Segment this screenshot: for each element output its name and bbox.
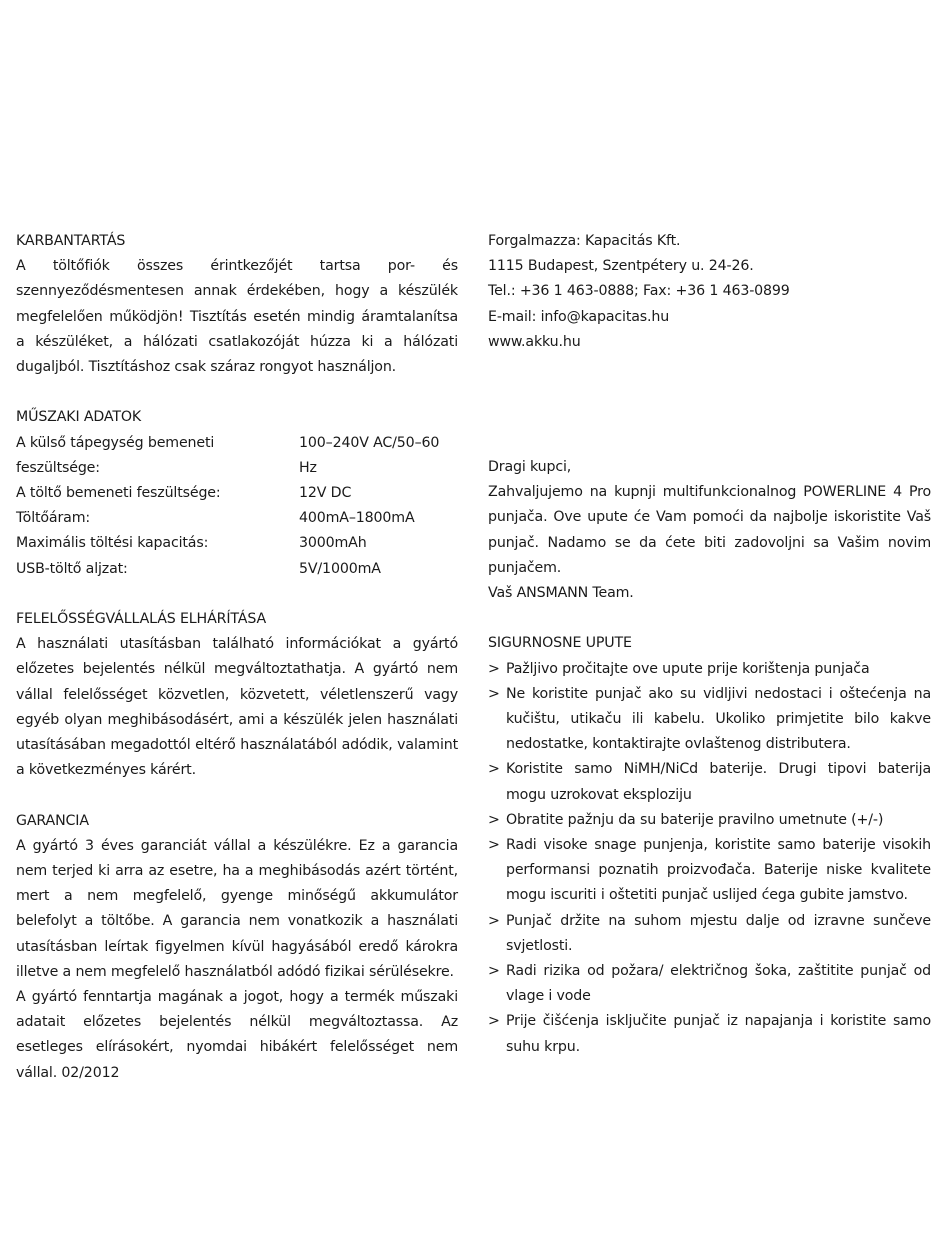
spec-label: Maximális töltési kapacitás:: [16, 535, 209, 552]
safety-item: [488, 757, 931, 807]
contact-email: E-mail: info@kapacitas.hu: [488, 308, 670, 325]
disclaimer-section: [16, 607, 458, 783]
spec-row: [16, 431, 458, 481]
contact-phone: Tel.: +36 1 463-0888; Fax: +36 1 463-0899: [488, 283, 790, 300]
safety-item-text: Radi rizika od požara/ električnog šoka, zaštitite punjač od vlage i vode: [506, 963, 931, 1005]
safety-item-text: Obratite pažnju da su baterije pravilno umetnute (+/-): [506, 811, 884, 828]
spec-label: Töltőáram:: [16, 510, 90, 527]
specs-table: [16, 431, 458, 582]
spec-label: A külső tápegység bemeneti feszültsége:: [16, 434, 215, 476]
spec-value: 400mA–1800mA: [299, 510, 415, 527]
bullet-marker: >: [488, 685, 500, 702]
right-column: [488, 229, 931, 1060]
spec-label: A töltő bemeneti feszültsége:: [16, 485, 221, 502]
safety-item: [488, 1009, 931, 1059]
safety-heading: SIGURNOSNE UPUTE: [488, 635, 632, 652]
safety-item: [488, 682, 931, 758]
spec-label: USB-töltő aljzat:: [16, 560, 128, 577]
safety-item: [488, 657, 931, 682]
bullet-marker: >: [488, 963, 500, 980]
spec-row: [16, 506, 458, 531]
bullet-marker: >: [488, 811, 500, 828]
bullet-marker: >: [488, 660, 500, 677]
bullet-marker: >: [488, 912, 500, 929]
spec-value: 12V DC: [299, 485, 352, 502]
safety-item: [488, 909, 931, 959]
maintenance-heading: KARBANTARTÁS: [16, 233, 126, 249]
specs-section: [16, 405, 458, 581]
maintenance-text: A töltőfiók összes érintkezőjét tartsa por- és szennyeződésmentesen annak érdekében, hogy a készülék megfelelően működjön! Tisztítás esetén mindig áramtalanítsa a készüléket, a hálózati csatlakozóját húzza ki a hálózati dugaljból. Tisztításhoz csak száraz rongyot használjon.: [16, 258, 458, 376]
safety-item-text: Prije čišćenja isključite punjač iz napajanja i koristite samo suhu krpu.: [506, 1013, 931, 1055]
safety-item: [488, 833, 931, 909]
spec-value: 3000mAh: [299, 535, 367, 552]
safety-list: [488, 657, 931, 1060]
safety-item-text: Punjač držite na suhom mjestu dalje od izravne sunčeve svjetlosti.: [506, 912, 931, 954]
contact-website: www.akku.hu: [488, 333, 581, 350]
safety-item: [488, 959, 931, 1009]
warranty-heading: GARANCIA: [16, 812, 89, 829]
maintenance-section: [16, 229, 458, 380]
contact-distributor: Forgalmazza: Kapacitás Kft.: [488, 233, 681, 249]
safety-section: [488, 631, 931, 1059]
warranty-text: A gyártó 3 éves garanciát vállal a készülékre. Ez a garancia nem terjed ki arra az esetre, ha a meghibásodás azért történt, mert a nem megfelelő, gyenge minőségű akkumulátor belefolyt a töltőbe. A garancia nem vonatkozik a használati utasításban leírtak figyelmen kívül hagyásából eredő károkra illetve a nem megfelelő használatból adódó fizikai sérülésekre.: [16, 837, 458, 980]
disclaimer-heading: FELELŐSSÉGVÁLLALÁS ELHÁRÍTÁSA: [16, 611, 267, 628]
spec-row: [16, 481, 458, 506]
safety-item-text: Koristite samo NiMH/NiCd baterije. Drugi tipovi baterija mogu uzrokovat eksploziju: [506, 761, 931, 803]
spec-row: [16, 557, 458, 582]
safety-item-text: Ne koristite punjač ako su vidljivi nedostaci i oštećenja na kučištu, utikaču ili kabelu. Ukoliko primjetite bilo kakve nedostatke, kontaktirajte ovlaštenog distributera.: [506, 685, 931, 753]
bullet-marker: >: [488, 1013, 500, 1030]
greeting-section: [488, 455, 931, 606]
specs-heading: MŰSZAKI ADATOK: [16, 409, 142, 426]
safety-item: [488, 808, 931, 833]
bullet-marker: >: [488, 837, 500, 854]
warranty-section: [16, 809, 458, 1086]
spec-row: [16, 531, 458, 556]
contact-address: 1115 Budapest, Szentpétery u. 24-26.: [488, 258, 754, 275]
contact-block: [488, 229, 931, 355]
spec-value: 100–240V AC/50–60 Hz: [299, 434, 440, 476]
disclaimer-text: A használati utasításban található információkat a gyártó előzetes bejelentés nélkül megváltoztathatja. A gyártó nem vállal felelősséget közvetlen, közvetett, véletlenszerű vagy egyéb olyan meghibásodásért, ami a készülék jelen használati utasításában megadottól eltérő használatából adódik, valamint a következményes kárért.: [16, 636, 458, 779]
warranty-text: A gyártó fenntartja magának a jogot, hogy a termék műszaki adatait előzetes bejelentés nélkül megváltoztassa. Az esetleges elírásokért, nyomdai hibákért felelősséget nem vállal. 02/2012: [16, 989, 458, 1081]
bullet-marker: >: [488, 761, 500, 778]
safety-item-text: Radi visoke snage punjenja, koristite samo baterije visokih performansi poznatih proizvođača. Baterije niske kvalitete mogu iscuriti i oštetiti punjač uslijed ćega gubite jamstvo.: [506, 837, 931, 904]
greeting-body: Zahvaljujemo na kupnji multifunkcionalnog POWERLINE 4 Pro punjača. Ove upute će Vam pomoći da najbolje iskoristite Vaš punjač. Nadamo se da ćete biti zadovoljni sa Vašim novim punjačem.: [488, 484, 931, 576]
greeting-signature: Vaš ANSMANN Team.: [488, 585, 634, 602]
left-column: [16, 229, 458, 1086]
spec-value: 5V/1000mA: [299, 560, 381, 577]
greeting-salutation: Dragi kupci,: [488, 459, 572, 476]
safety-item-text: Pažljivo pročitajte ove upute prije korištenja punjača: [506, 660, 870, 677]
